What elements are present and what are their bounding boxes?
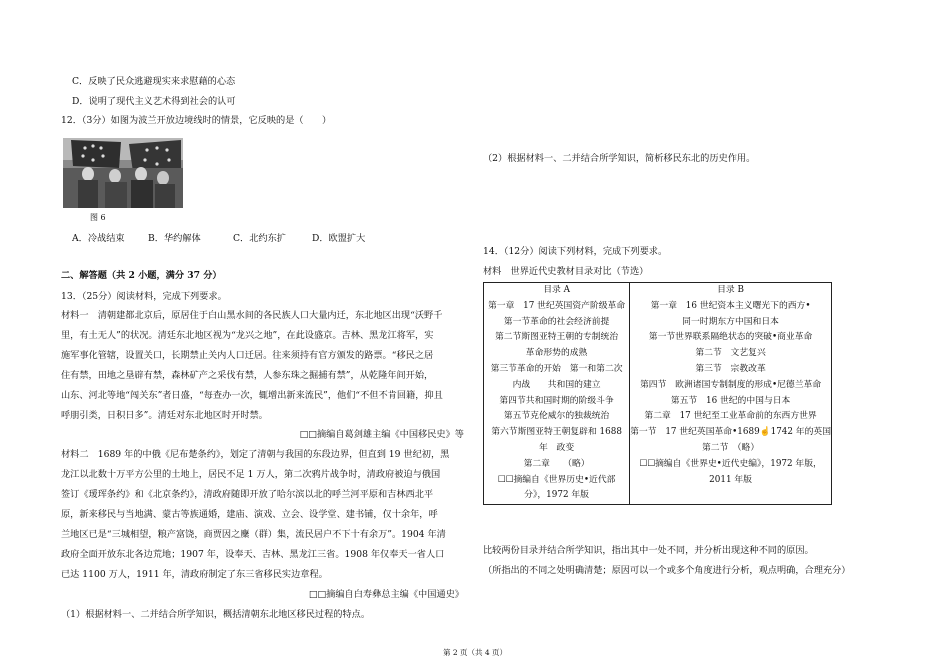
catalog-b-line: 2011 年版 [709,474,752,485]
photo-illustration [63,138,183,208]
figure-caption: 图 6 [90,213,106,222]
material-two-source: □□摘编自白寿彝总主编《中国通史》 [308,589,464,600]
material-one-line: 山东、河北等地“闯关东”者日盛，“每查办一次，辄增出新来流民”，他们“不但不肯回籍，抑且 [61,390,443,401]
catalog-b-cell [630,283,832,505]
q14-question: 比较两份目录并结合所学知识，指出其中一处不同，并分析出现这种不同的原因。 [483,545,814,556]
border-opening-photo [63,138,183,208]
catalog-a-line: 第二节斯图亚特王朝的专制统治 [494,332,619,343]
section-heading: 二、解答题（共 2 小题，满分 37 分） [61,270,222,281]
catalog-a-line: 第二章 （略） [523,458,590,469]
q14-note: （所指出的不同之处明确清楚；原因可以一个或多个角度进行分析，观点明确，合理充分） [483,565,851,576]
catalog-b-line: 目录 B [717,285,744,295]
catalog-a-cell [484,283,630,505]
catalog-b-line: 第五节 16 世纪的中国与日本 [670,395,791,406]
option-c: C．反映了民众逃避现实来求慰藉的心态 [72,76,236,87]
material-one-line: 材料一 清朝建都北京后，原居住于白山黑水间的各民族人口大量内迁，东北地区出现“沃野千 [61,310,443,321]
material-two-line: 已达 1100 万人，1911 年，清政府制定了东三省移民实边章程。 [61,569,328,580]
material-two-line: 原，新来移民与当地满、蒙古等族通婚，建庙、演戏、立会、设学堂、建书铺，仅十余年，呼 [61,509,438,520]
catalog-a-line: 第六节斯图亚特王朝复辟和 1688 [491,427,622,438]
material-one-line: 住有禁，田地之垦辟有禁，森林矿产之采伐有禁，人参东珠之掘捕有禁”，从乾隆年间开始， [61,370,434,381]
catalog-b-line: 第四节 欧洲诸国专制制度的形成•尼德兰革命 [639,379,822,390]
page-footer: 第 2 页（共 4 页） [442,648,508,657]
material-two-line: 龙江以北数十万平方公里的土地上，居民不足 1 万人，第二次鸦片战争时，清政府被迫与俄国 [61,469,441,480]
catalog-b-line: 第二节 （略） [701,442,760,453]
catalog-a-line: 分》，1972 年版 [524,490,589,501]
q12-stem: 12．（3分）如图为波兰开放边境线时的情景，它反映的是（ ） [61,115,332,126]
catalog-a-line: 第五节克伦威尔的独裁统治 [503,411,610,422]
catalog-a-line: 第一章 17 世纪英国资产阶级革命 [487,300,626,311]
q14-material-title: 材料 世界近代史教材目录对比（节选） [483,266,649,277]
catalog-a-line: 革命形势的成熟 [525,348,588,359]
q12-option-c: C．北约东扩 [233,233,286,244]
material-one-source: □□摘编自葛剑雄主编《中国移民史》等 [299,429,464,440]
q14-stem: 14．（12分）阅读下列材料，完成下列要求。 [483,246,668,257]
option-d: D．说明了现代主义艺术得到社会的认可 [72,96,236,107]
material-one-line: 呼朋引类，日积日多”。清廷对东北地区时开时禁。 [61,410,268,421]
material-two-line: 材料二 1689 年的中俄《尼布楚条约》，划定了清朝与我国的东段边界，但直到 19 世纪初，黑 [61,449,450,460]
catalog-b-line: 第二章 17 世纪至工业革命前的东西方世界 [644,411,817,422]
catalog-b-line: 第二节 文艺复兴 [695,348,766,359]
q12-option-b: B．华约解体 [148,233,201,244]
q12-option-d: D．欧盟扩大 [312,233,366,244]
material-two-line: 兰地区已是“三城相望，粮产富饶，商贾因之麇（群）集，流民居户不下十有余万”。1904 年清 [61,529,446,540]
material-two-line: 政府全面开放东北各边荒地；1907 年，设奉天、吉林、黑龙江三省。1908 年仅奉天一省人口 [61,549,445,560]
q12-option-a: A．冷战结束 [72,233,125,244]
catalog-a-line: ☐☐摘编自《世界历史•近代部 [497,474,616,485]
catalog-a-line: 第四节共和国时期的阶级斗争 [499,395,614,406]
catalog-b-line: 第一章 16 世纪资本主义曙光下的西方• [650,300,811,311]
catalog-b-line: 第三节 宗教改革 [695,363,766,374]
catalog-a-line: 内战 共和国的建立 [512,379,601,390]
catalog-a-line: 第三节革命的开始 第一和第二次 [490,363,623,374]
material-two-line: 签订《瑷珲条约》和《北京条约》，清政府随即开放了哈尔滨以北的呼兰河平原和吉林西北平 [61,489,434,500]
material-one-line: 施军事化管辖，设置关口，长期禁止关内人口迁居。往来须持有官方颁发的路票。“移民之居 [61,350,434,361]
catalog-a-line: 目录 A [543,285,570,295]
catalog-b-line: ☐☐摘编自《世界史•近代史编》，1972 年版， [639,458,822,469]
catalog-a-line: 第一节革命的社会经济前提 [503,316,610,327]
catalog-b-line: 同一时期东方中国和日本 [682,316,779,327]
q13-stem: 13．（25分）阅读材料，完成下列要求。 [61,291,227,302]
catalog-b-line: 第一节世界联系隔绝状态的突破•商业革命 [648,332,813,343]
catalog-b-line: 第一节 17 世纪英国革命•1689☝1742 年的英国 [630,427,831,438]
material-one-line: 里，有土无人”的状况。清廷东北地区视为“龙兴之地”，在此设盛京。吉林、黑龙江将军，实 [61,330,434,341]
catalog-a-line: 年 政变 [538,442,575,453]
q13-sub2: （2）根据材料一、二并结合所学知识，简析移民东北的历史作用。 [483,153,756,164]
catalog-comparison-table [483,282,832,505]
q13-sub1: （1）根据材料一、二并结合所学知识，概括清朝东北地区移民过程的特点。 [61,609,371,620]
